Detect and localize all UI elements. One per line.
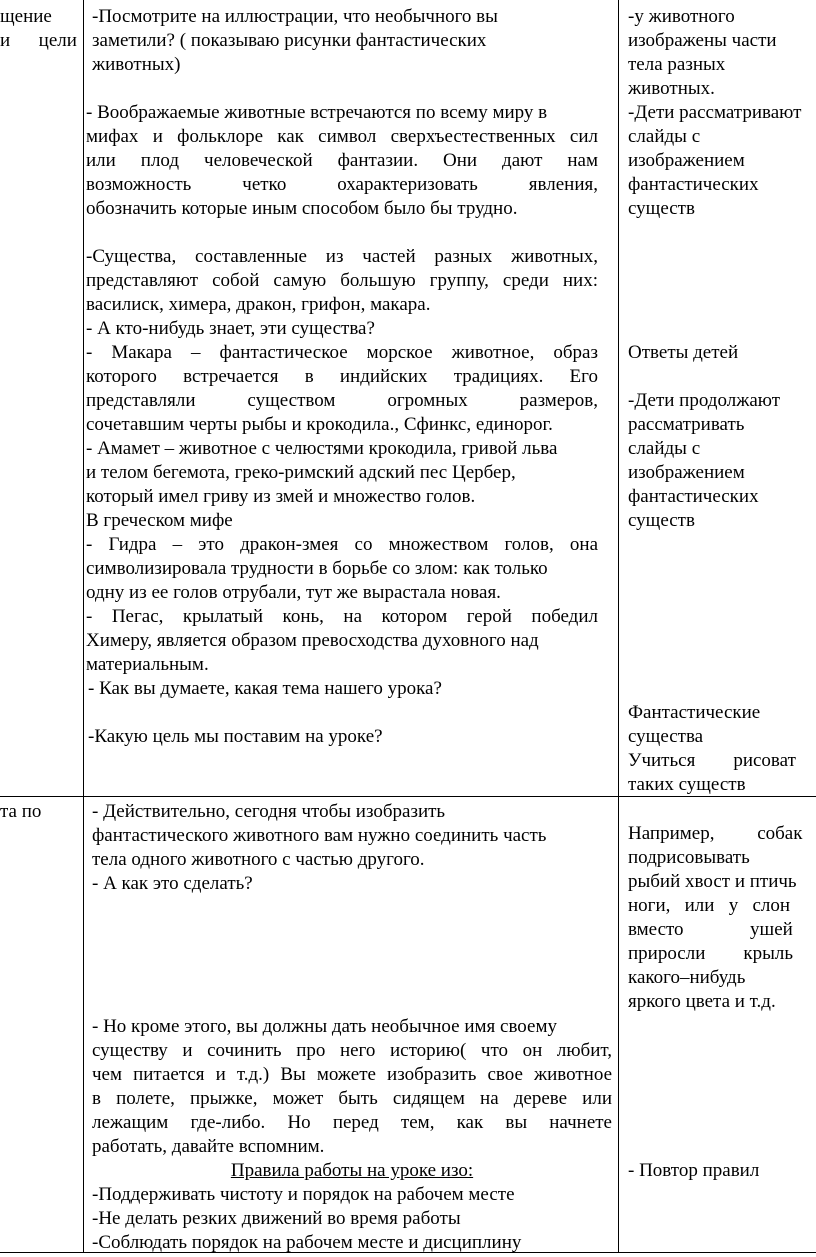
rules-title: Правила работы на уроке изо: bbox=[230, 1160, 474, 1181]
teacher-line: работать, давайте вспомним. bbox=[92, 1136, 325, 1157]
student-line: существ bbox=[628, 510, 695, 531]
teacher-line: - Гидра – это дракон-змея со множеством голов, она bbox=[86, 534, 598, 555]
student-line: какого–нибудь bbox=[628, 967, 746, 988]
row2-teacher-mid bbox=[92, 1015, 612, 1255]
student-block-1 bbox=[628, 5, 816, 221]
row1-student-cell bbox=[628, 5, 816, 795]
student-line: изображением bbox=[628, 150, 745, 171]
student-line: рассматривать bbox=[628, 414, 745, 435]
teacher-line: В греческом мифе bbox=[86, 510, 233, 531]
teacher-line: -Посмотрите на иллюстрации, что необычного вы bbox=[92, 6, 498, 27]
table-row-divider bbox=[0, 796, 816, 797]
teacher-line: - Амамет – животное с челюстями крокодила, гривой льва bbox=[86, 438, 558, 459]
rule-item: -Не делать резких движений во время работы bbox=[92, 1208, 461, 1229]
student-line: рыбий хвост и птичь bbox=[628, 871, 797, 892]
student-block-2 bbox=[628, 341, 738, 365]
teacher-line: обозначить которые иным способом было бы трудно. bbox=[86, 198, 518, 219]
teacher-line: заметили? ( показываю рисунки фантастических bbox=[92, 30, 487, 51]
teacher-line: возможность четко охарактеризовать явления, bbox=[86, 174, 598, 195]
teacher-line: сочетавшим черты рыбы и крокодила., Сфинкс, единорог. bbox=[86, 414, 553, 435]
row2-teacher-top bbox=[92, 800, 602, 896]
student-line: таких существ bbox=[628, 774, 746, 795]
teacher-line: - Как вы думаете, какая тема нашего урока? bbox=[88, 678, 442, 699]
student-block-4 bbox=[628, 701, 796, 795]
teacher-line: в полете, прыжке, может быть сидящем на дереве или bbox=[92, 1088, 612, 1109]
row1-stage-cell bbox=[0, 5, 80, 53]
teacher-line: - Пегас, крылатый конь, на котором герой победил bbox=[86, 606, 598, 627]
student-line: яркого цвета и т.д. bbox=[628, 991, 776, 1012]
student-line: слайды с bbox=[628, 438, 701, 459]
teacher-line: или плод человеческой фантазии. Они дают нам bbox=[86, 150, 598, 171]
row2-stage-line: та по bbox=[0, 801, 42, 822]
teacher-line: -Какую цель мы поставим на уроке? bbox=[88, 726, 383, 747]
student-line: существ bbox=[628, 198, 695, 219]
teacher-line: чем питается и т.д.) Вы можете изобразить свое животное bbox=[92, 1064, 612, 1085]
row2-student-top bbox=[628, 822, 816, 1014]
student-line: подрисовывать bbox=[628, 847, 750, 868]
student-line: вместо ушей bbox=[628, 919, 793, 940]
teacher-line: которого встречается в индийских традициях. Его bbox=[86, 366, 598, 387]
teacher-line: лежащим где-либо. Но перед тем, как вы начнете bbox=[92, 1112, 612, 1133]
student-line: фантастических bbox=[628, 486, 759, 507]
student-line: Например, собак bbox=[628, 823, 803, 844]
teacher-line: - Макара – фантастическое морское животное, образ bbox=[86, 342, 598, 363]
student-line: фантастических bbox=[628, 174, 759, 195]
rule-item: -Поддерживать чистоту и порядок на рабочем месте bbox=[92, 1184, 515, 1205]
teacher-line: тела одного животного с частью другого. bbox=[92, 849, 425, 870]
student-line: изображены части bbox=[628, 30, 777, 51]
teacher-line: представляют собой самую большую группу, среди них: bbox=[86, 270, 598, 291]
teacher-line: фантастического животного вам нужно соединить часть bbox=[92, 825, 547, 846]
row1-stage-line: и цели bbox=[0, 30, 77, 51]
student-line: - Повтор правил bbox=[628, 1160, 760, 1181]
row1-teacher-cell bbox=[86, 5, 598, 749]
student-line: Ответы детей bbox=[628, 342, 739, 363]
row1-stage-line: щение bbox=[0, 6, 52, 27]
student-line: животных. bbox=[628, 78, 715, 99]
teacher-line: мифах и фольклоре как символ сверхъестественных сил bbox=[86, 126, 598, 147]
rule-item: -Соблюдать порядок на рабочем месте и дисциплину bbox=[92, 1232, 522, 1253]
row2-student-bottom bbox=[628, 1159, 816, 1183]
teacher-line: василиск, химера, дракон, грифон, макара. bbox=[86, 294, 431, 315]
teacher-line: материальным. bbox=[86, 654, 209, 675]
table-col-divider-1 bbox=[83, 0, 84, 1253]
student-line: -Дети рассматривают bbox=[628, 102, 802, 123]
student-line: тела разных bbox=[628, 54, 726, 75]
teacher-line: существу и сочинить про него историю( что он любит, bbox=[92, 1040, 612, 1061]
teacher-line: -Существа, составленные из частей разных животных, bbox=[86, 246, 598, 267]
teacher-line: - Но кроме этого, вы должны дать необычное имя своему bbox=[92, 1016, 557, 1037]
student-line: -у животного bbox=[628, 6, 735, 27]
teacher-line: представляли существом огромных размеров, bbox=[86, 390, 598, 411]
student-line: существа bbox=[628, 726, 704, 747]
teacher-line: одну из ее голов отрубали, тут же вырастала новая. bbox=[86, 582, 501, 603]
student-line: -Дети продолжают bbox=[628, 390, 780, 411]
teacher-line: и телом бегемота, греко-римский адский пес Цербер, bbox=[86, 462, 516, 483]
student-line: ноги, или у слон bbox=[628, 895, 791, 916]
table-col-divider-2 bbox=[618, 0, 619, 1253]
student-line: изображением bbox=[628, 462, 745, 483]
student-line: Фантастические bbox=[628, 702, 761, 723]
student-block-3 bbox=[628, 389, 780, 533]
teacher-line: животных) bbox=[92, 54, 181, 75]
teacher-line: символизировала трудности в борьбе со злом: как только bbox=[86, 558, 548, 579]
student-line: слайды с bbox=[628, 126, 701, 147]
teacher-line: - А кто-нибудь знает, эти существа? bbox=[86, 318, 375, 339]
row2-stage-cell bbox=[0, 800, 80, 824]
student-line: приросли крыль bbox=[628, 943, 794, 964]
student-line: Учиться рисоват bbox=[628, 750, 796, 771]
teacher-line: Химеру, является образом превосходства духовного над bbox=[86, 630, 539, 651]
teacher-line: который имел гриву из змей и множество голов. bbox=[86, 486, 476, 507]
teacher-line: - Воображаемые животные встречаются по всему миру в bbox=[86, 102, 548, 123]
teacher-line: - Действительно, сегодня чтобы изобразить bbox=[92, 801, 446, 822]
teacher-line: - А как это сделать? bbox=[92, 873, 253, 894]
